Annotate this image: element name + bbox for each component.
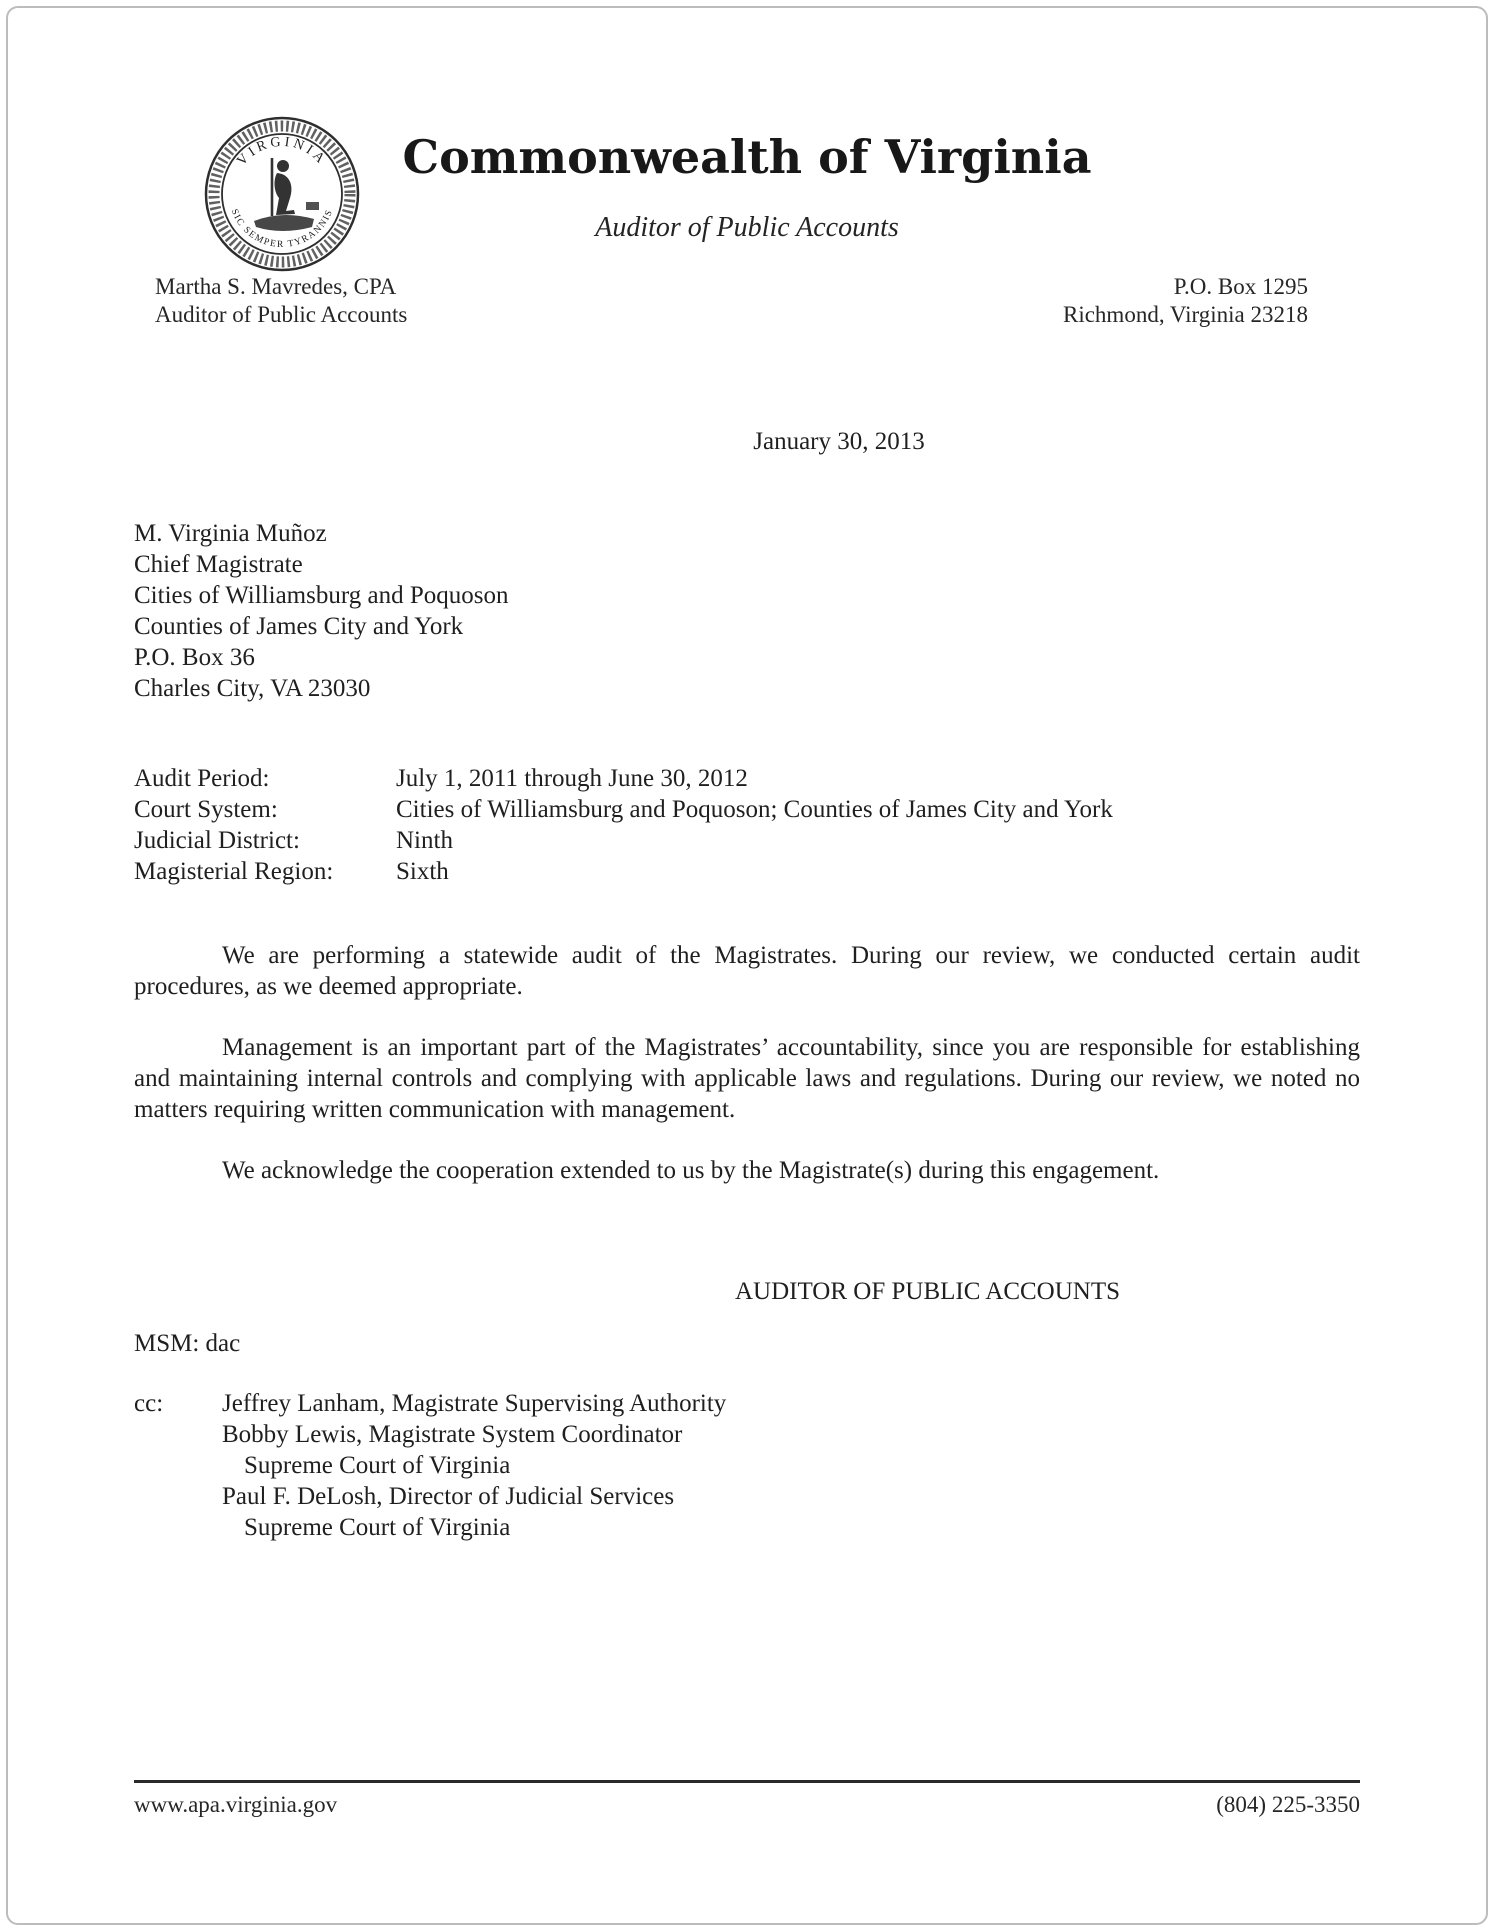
audit-info: [134, 763, 1113, 887]
audit-row-period: [134, 763, 1113, 794]
judicial-district-label: Judicial District:: [134, 827, 300, 854]
cc-entry-3-org: Supreme Court of Virginia: [244, 1514, 511, 1541]
page-footer: [134, 1780, 1360, 1818]
letterhead-title: Commonwealth of Virginia: [402, 130, 1092, 184]
return-address: [1063, 273, 1308, 329]
letterhead-subtitle: Auditor of Public Accounts: [595, 212, 899, 243]
magisterial-region-value: Sixth: [396, 858, 449, 885]
letter-date: January 30, 2013: [753, 428, 925, 455]
reference-initials: MSM: dac: [134, 1330, 241, 1357]
body-paragraph-2: Management is an important part of the Magistrates’ accountability, since you are responsible for establishing and maintaining internal controls and complying with applicable laws and regulations. During our review, we noted no matters requiring written communication with management.: [134, 1034, 1360, 1123]
audit-period-value: July 1, 2011 through June 30, 2012: [396, 765, 748, 792]
footer-website: www.apa.virginia.gov: [134, 1792, 338, 1817]
audit-row-judicial-district: [134, 825, 1113, 856]
cc-entry-3: Paul F. DeLosh, Director of Judicial Services: [222, 1483, 675, 1510]
audit-row-court-system: [134, 794, 1113, 825]
court-system-value: Cities of Williamsburg and Poquoson; Counties of James City and York: [396, 796, 1113, 823]
footer-phone: (804) 225-3350: [1216, 1792, 1360, 1817]
official-name: Martha S. Mavredes, CPA: [155, 274, 397, 299]
audit-period-label: Audit Period:: [134, 765, 270, 792]
recipient-name: M. Virginia Muñoz: [134, 520, 327, 547]
cc-list: [222, 1388, 726, 1543]
recipient-jurisdiction-2: Counties of James City and York: [134, 613, 464, 640]
recipient-jurisdiction-1: Cities of Williamsburg and Poquoson: [134, 582, 509, 609]
signature-line: [134, 1278, 1360, 1306]
court-system-label: Court System:: [134, 796, 278, 823]
signature-organization: AUDITOR OF PUBLIC ACCOUNTS: [735, 1278, 1121, 1305]
return-city-line: Richmond, Virginia 23218: [1062, 302, 1308, 327]
audit-row-magisterial-region: [134, 856, 1113, 887]
seal-top-text: VIRGINIA: [234, 134, 330, 169]
official-title: Auditor of Public Accounts: [155, 302, 408, 327]
recipient-po-box: P.O. Box 36: [134, 644, 255, 671]
recipient-address: [134, 518, 508, 704]
return-po-box: P.O. Box 1295: [1173, 274, 1308, 299]
cc-entry-2-org: Supreme Court of Virginia: [244, 1452, 511, 1479]
seal-bottom-text: SIC SEMPER TYRANNIS: [228, 207, 336, 251]
cc-label: cc:: [134, 1390, 164, 1417]
cc-entry-2: Bobby Lewis, Magistrate System Coordinator: [222, 1421, 683, 1448]
official-block: [155, 273, 407, 329]
cc-block: [134, 1388, 726, 1543]
magisterial-region-label: Magisterial Region:: [134, 858, 334, 885]
recipient-city-line: Charles City, VA 23030: [134, 675, 371, 702]
cc-entry-1: Jeffrey Lanham, Magistrate Supervising Authority: [222, 1390, 727, 1417]
letter-body: [134, 940, 1360, 1216]
judicial-district-value: Ninth: [396, 827, 453, 854]
body-paragraph-1: We are performing a statewide audit of the Magistrates. During our review, we conducted certain audit procedures, as we deemed appropriate.: [134, 942, 1360, 1000]
body-paragraph-3: We acknowledge the cooperation extended to us by the Magistrate(s) during this engagement.: [222, 1157, 1160, 1184]
recipient-title: Chief Magistrate: [134, 551, 303, 578]
